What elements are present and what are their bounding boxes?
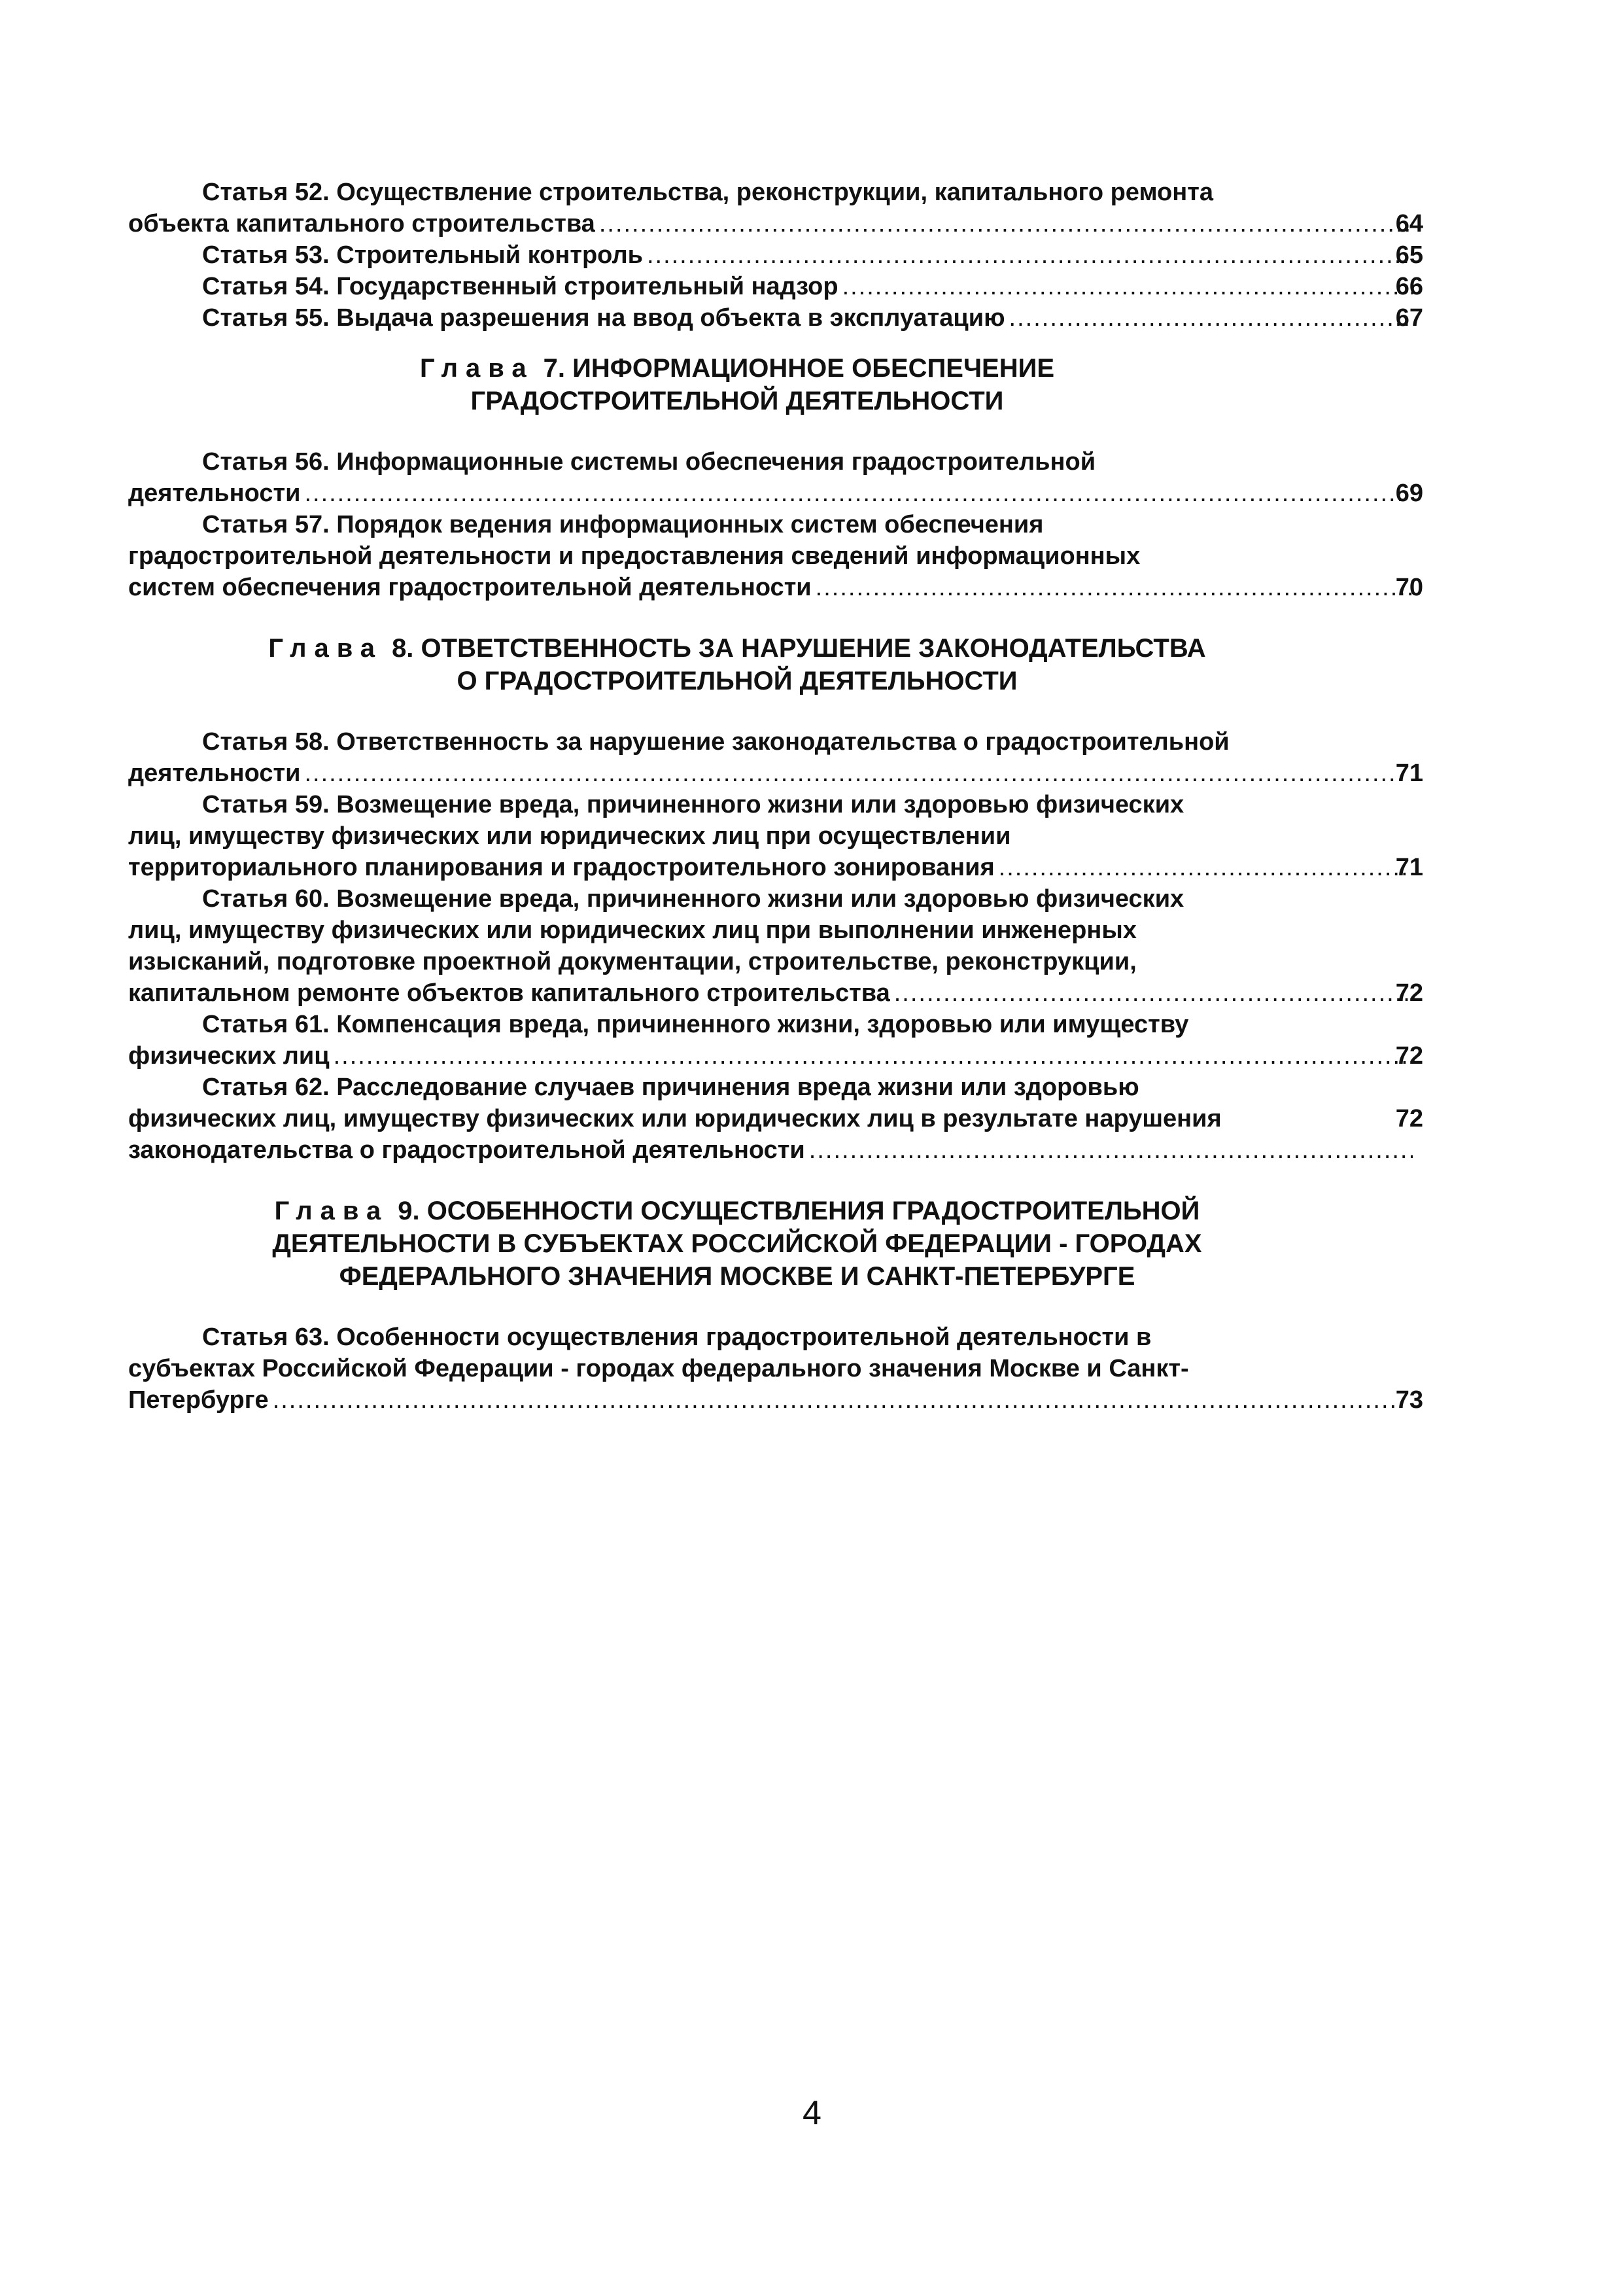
entry-line <box>128 177 1423 208</box>
entry-text: Статья 56. Информационные системы обеспечения градостроительной <box>202 448 1096 476</box>
page-ref: 71 <box>1395 760 1423 787</box>
table-of-contents <box>128 177 1423 1416</box>
entry-text: Статья 63. Особенности осуществления градостроительной деятельности в <box>202 1323 1152 1351</box>
toc-entry-article-56[interactable] <box>128 446 1423 509</box>
toc-entry-article-58[interactable] <box>128 726 1423 789</box>
entry-line <box>128 572 1423 603</box>
entry-line <box>128 726 1423 758</box>
entry-text: изысканий, подготовке проектной документации, строительстве, реконструкции, <box>128 948 1137 975</box>
entry-line <box>128 509 1423 540</box>
entry-line <box>128 1384 1423 1416</box>
dot-leader <box>999 852 1415 883</box>
entry-text: субъектах Российской Федерации - городах федерального значения Москве и Санкт- <box>128 1355 1189 1382</box>
page-ref: 72 <box>1395 1105 1423 1132</box>
dot-leader <box>273 1384 1407 1416</box>
toc-entry-article-52[interactable] <box>128 177 1423 239</box>
page-number: 4 <box>803 2094 821 2132</box>
dot-leader <box>894 977 1413 1009</box>
chapter-title: 9. ОСОБЕННОСТИ ОСУЩЕСТВЛЕНИЯ ГРАДОСТРОИТЕЛЬНОЙ <box>398 1197 1200 1225</box>
entry-text: законодательства о градостроительной деятельности <box>128 1136 805 1164</box>
dot-leader <box>304 758 1407 789</box>
entry-text: Статья 60. Возмещение вреда, причиненного жизни или здоровью физических <box>202 885 1184 913</box>
entry-text: физических лиц, имуществу физических или юридических лиц в результате нарушения <box>128 1105 1222 1132</box>
toc-entry-article-53[interactable] <box>128 239 1423 271</box>
page-ref: 72 <box>1395 979 1423 1007</box>
chapter-label: Глава <box>419 354 534 383</box>
entry-line <box>128 789 1423 820</box>
dot-leader <box>334 1040 1408 1072</box>
entry-line <box>128 1009 1423 1040</box>
entry-text: деятельности <box>128 760 301 787</box>
entry-line <box>128 977 1423 1009</box>
entry-text: Статья 61. Компенсация вреда, причиненного жизни, здоровью или имуществу <box>202 1011 1189 1038</box>
entry-line <box>128 1040 1423 1072</box>
page-ref: 70 <box>1395 574 1423 601</box>
page-ref: 69 <box>1395 480 1423 507</box>
entry-text: объекта капитального строительства <box>128 210 595 237</box>
toc-entry-article-57[interactable] <box>128 509 1423 603</box>
dot-leader <box>809 1134 1413 1166</box>
entry-line <box>128 271 1423 302</box>
entry-text: капитальном ремонте объектов капитального строительства <box>128 979 890 1007</box>
toc-entry-article-54[interactable] <box>128 271 1423 302</box>
toc-entry-article-55[interactable] <box>128 302 1423 334</box>
chapter-7-heading <box>128 352 1423 417</box>
entry-line <box>128 239 1423 271</box>
chapter-title: ФЕДЕРАЛЬНОГО ЗНАЧЕНИЯ МОСКВЕ И САНКТ-ПЕТЕРБУРГЕ <box>339 1262 1135 1291</box>
toc-entry-article-59[interactable] <box>128 789 1423 883</box>
toc-entry-article-61[interactable] <box>128 1009 1423 1072</box>
toc-entry-article-62[interactable] <box>128 1072 1423 1166</box>
entry-line <box>128 208 1423 239</box>
page-ref: 71 <box>1395 854 1423 881</box>
entry-text: Статья 53. Строительный контроль <box>202 241 643 269</box>
entry-line <box>128 1134 1423 1166</box>
entry-line <box>128 302 1423 334</box>
dot-leader <box>599 208 1410 239</box>
chapter-label: Глава <box>274 1197 389 1225</box>
entry-text: Статья 54. Государственный строительный надзор <box>202 273 838 300</box>
entry-text: лиц, имуществу физических или юридических лиц при осуществлении <box>128 822 1011 850</box>
page-ref: 73 <box>1395 1386 1423 1414</box>
entry-line <box>128 915 1423 946</box>
entry-line <box>128 478 1423 509</box>
chapter-title: ГРАДОСТРОИТЕЛЬНОЙ ДЕЯТЕЛЬНОСТИ <box>470 387 1004 415</box>
page-ref: 67 <box>1395 304 1423 332</box>
chapter-title: ДЕЯТЕЛЬНОСТИ В СУБЪЕКТАХ РОССИЙСКОЙ ФЕДЕРАЦИИ - ГОРОДАХ <box>272 1229 1202 1258</box>
dot-leader <box>842 271 1413 302</box>
chapter-title: О ГРАДОСТРОИТЕЛЬНОЙ ДЕЯТЕЛЬНОСТИ <box>457 667 1018 695</box>
chapter-label: Глава <box>268 634 383 663</box>
entry-text: Статья 55. Выдача разрешения на ввод объекта в эксплуатацию <box>202 304 1005 332</box>
page-ref: 65 <box>1395 241 1423 269</box>
entry-text: Статья 62. Расследование случаев причинения вреда жизни или здоровью <box>202 1074 1139 1101</box>
entry-line <box>128 852 1423 883</box>
entry-line <box>128 883 1423 915</box>
entry-text: Петербурге <box>128 1386 269 1414</box>
entry-line <box>128 446 1423 478</box>
entry-text: Статья 59. Возмещение вреда, причиненного жизни или здоровью физических <box>202 791 1184 818</box>
chapter-title: 7. ИНФОРМАЦИОННОЕ ОБЕСПЕЧЕНИЕ <box>543 354 1055 383</box>
entry-line <box>128 1072 1423 1103</box>
entry-line <box>128 820 1423 852</box>
chapter-8-heading <box>128 632 1423 697</box>
entry-text: Статья 57. Порядок ведения информационных систем обеспечения <box>202 511 1044 538</box>
entry-text: Статья 58. Ответственность за нарушение законодательства о градостроительной <box>202 728 1230 756</box>
chapter-9-heading <box>128 1195 1423 1293</box>
chapter-title: 8. ОТВЕТСТВЕННОСТЬ ЗА НАРУШЕНИЕ ЗАКОНОДАТЕЛЬСТВА <box>392 634 1206 663</box>
entry-line <box>128 1353 1423 1384</box>
page-ref: 66 <box>1395 273 1423 300</box>
entry-line <box>128 1322 1423 1353</box>
entry-text: физических лиц <box>128 1042 330 1070</box>
entry-text: Статья 52. Осуществление строительства, реконструкции, капитального ремонта <box>202 179 1213 206</box>
page-ref: 72 <box>1395 1042 1423 1070</box>
entry-text: лиц, имуществу физических или юридических лиц при выполнении инженерных <box>128 917 1137 944</box>
toc-entry-article-60[interactable] <box>128 883 1423 1009</box>
entry-line <box>128 540 1423 572</box>
entry-line <box>128 758 1423 789</box>
toc-entry-article-63[interactable] <box>128 1322 1423 1416</box>
dot-leader <box>304 478 1407 509</box>
page-ref: 64 <box>1395 210 1423 237</box>
entry-text: градостроительной деятельности и предоставления сведений информационных <box>128 542 1141 570</box>
dot-leader <box>1009 302 1415 334</box>
entry-line <box>128 946 1423 977</box>
entry-line <box>128 1103 1423 1134</box>
entry-text: территориального планирования и градостроительного зонирования <box>128 854 995 881</box>
entry-text: систем обеспечения градостроительной деятельности <box>128 574 812 601</box>
dot-leader <box>816 572 1413 603</box>
entry-text: деятельности <box>128 480 301 507</box>
dot-leader <box>647 239 1411 271</box>
